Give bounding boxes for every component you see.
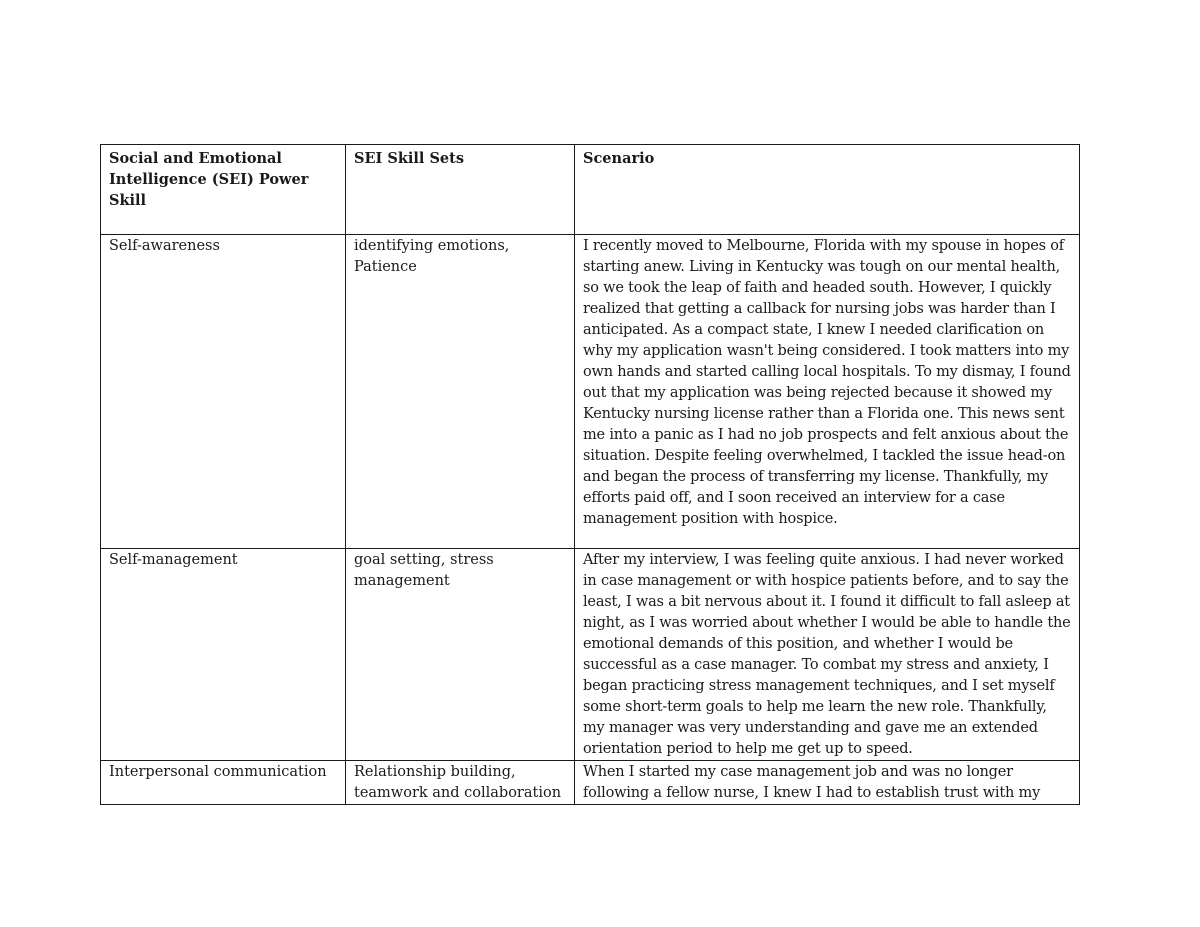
- sei-skills-table: [100, 144, 1080, 805]
- header-skill-sets: SEI Skill Sets: [346, 145, 575, 235]
- table-row: [101, 235, 1080, 549]
- table-row: [101, 549, 1080, 761]
- power-skill-cell: Self-awareness: [101, 235, 346, 549]
- power-skill-cell: Interpersonal communication: [101, 761, 346, 805]
- scenario-cell: When I started my case management job and was no longer following a fellow nurse, I knew I had to establish trust with my: [575, 761, 1080, 805]
- table-header-row: [101, 145, 1080, 235]
- scenario-cell: I recently moved to Melbourne, Florida with my spouse in hopes of starting anew. Living in Kentucky was tough on our mental health, so we took the leap of faith and headed south. However, I quickly realized that getting a callback for nursing jobs was harder than I anticipated. As a compact state, I knew I needed clarification on why my application wasn't being considered. I took matters into my own hands and started calling local hospitals. To my dismay, I found out that my application was being rejected because it showed my Kentucky nursing license rather than a Florida one. This news sent me into a panic as I had no job prospects and felt anxious about the situation. Despite feeling overwhelmed, I tackled the issue head-on and began the process of transferring my license. Thankfully, my efforts paid off, and I soon received an interview for a case management position with hospice.: [575, 235, 1080, 549]
- header-scenario: Scenario: [575, 145, 1080, 235]
- power-skill-cell: Self-management: [101, 549, 346, 761]
- skill-sets-cell: Relationship building, teamwork and collaboration: [346, 761, 575, 805]
- skill-sets-cell: identifying emotions, Patience: [346, 235, 575, 549]
- scenario-cell: After my interview, I was feeling quite anxious. I had never worked in case management or with hospice patients before, and to say the least, I was a bit nervous about it. I found it difficult to fall asleep at night, as I was worried about whether I would be able to handle the emotional demands of this position, and whether I would be successful as a case manager. To combat my stress and anxiety, I began practicing stress management techniques, and I set myself some short-term goals to help me learn the new role. Thankfully, my manager was very understanding and gave me an extended orientation period to help me get up to speed.: [575, 549, 1080, 761]
- table-row: [101, 761, 1080, 805]
- skill-sets-cell: goal setting, stress management: [346, 549, 575, 761]
- header-power-skill: Social and Emotional Intelligence (SEI) Power Skill: [101, 145, 346, 235]
